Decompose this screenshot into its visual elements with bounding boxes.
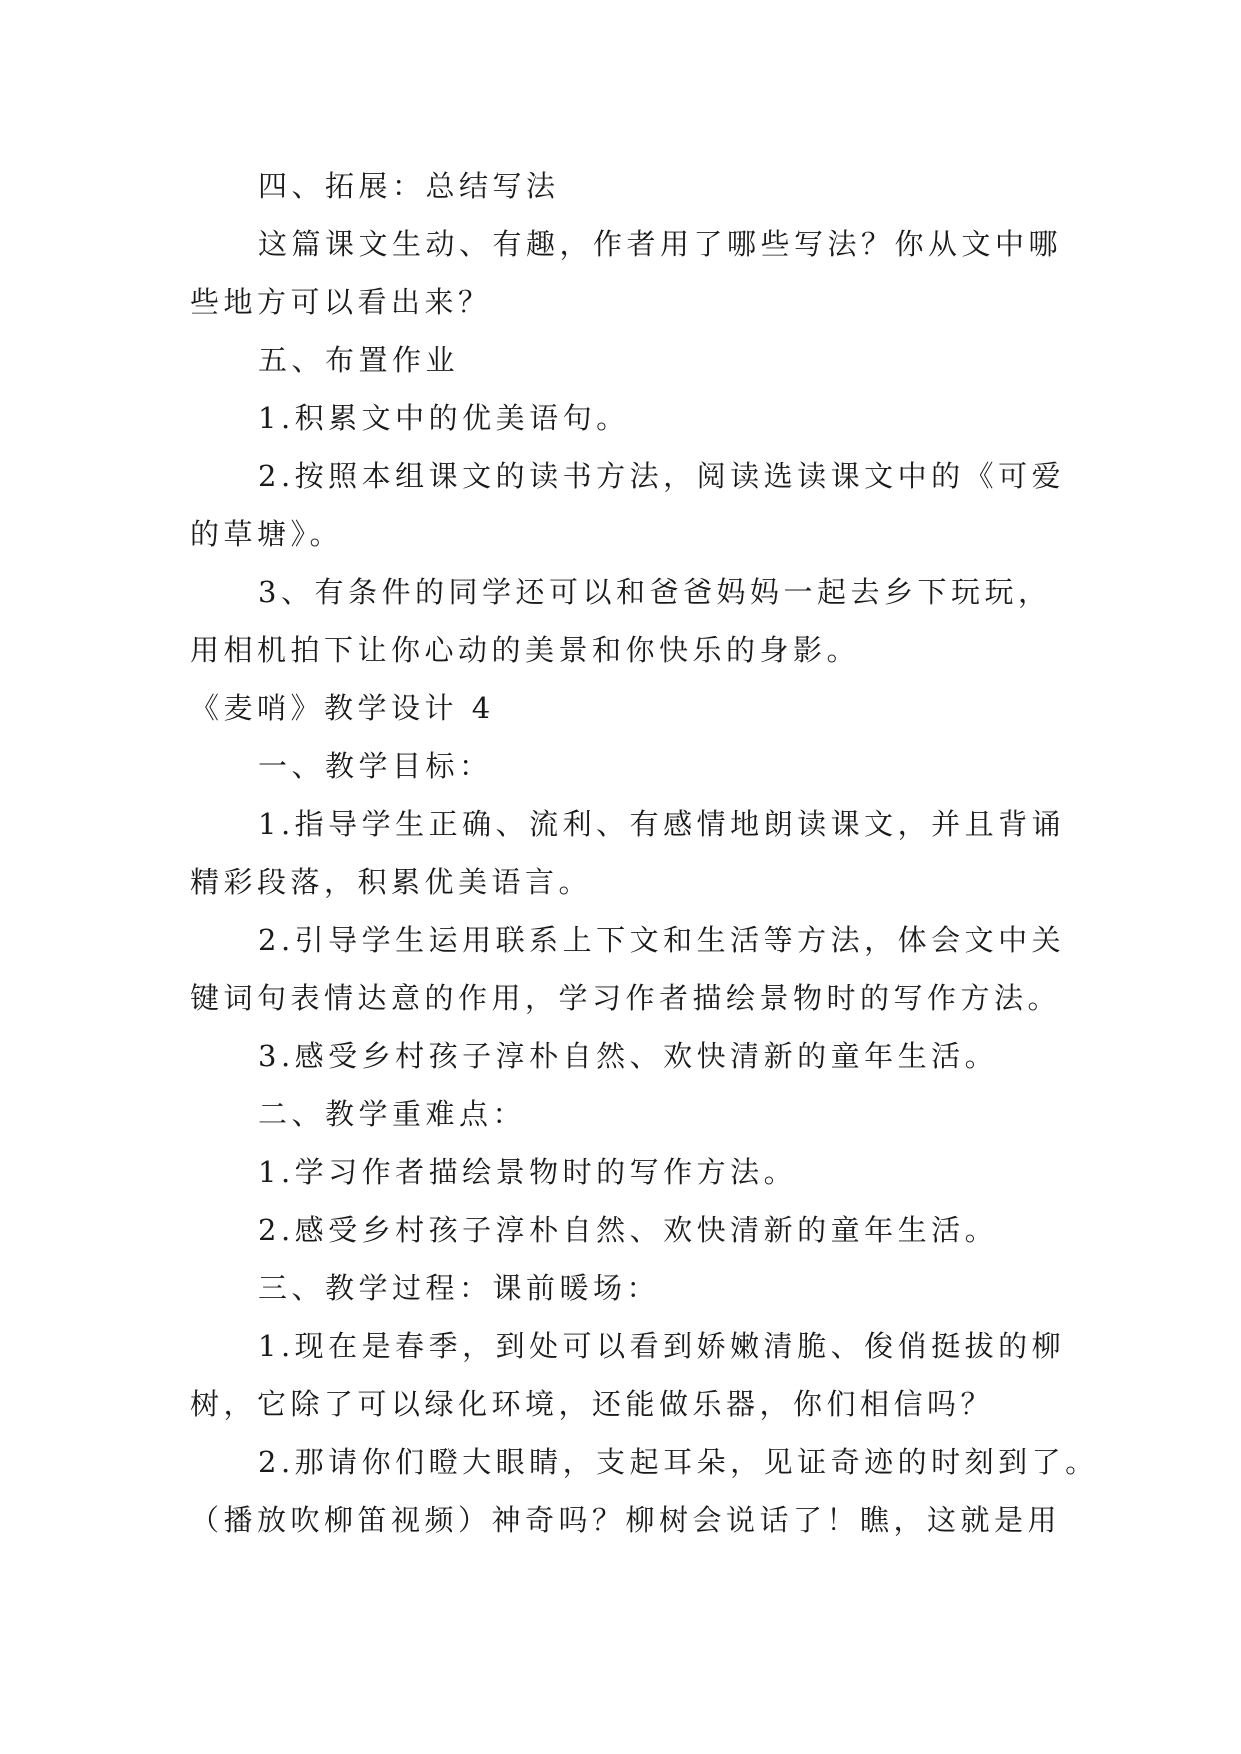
- section-heading-key-points: 二、教学重难点：: [258, 1097, 527, 1131]
- document-title: 《麦哨》教学设计 4: [190, 691, 495, 725]
- list-item: 2.引导学生运用联系上下文和生活等方法，体会文中关: [258, 923, 1066, 957]
- list-item: 1.积累文中的优美语句。: [258, 401, 630, 435]
- list-item: 3.感受乡村孩子淳朴自然、欢快清新的童年生活。: [258, 1039, 999, 1073]
- section-heading-process: 三、教学过程：课前暖场：: [258, 1271, 661, 1305]
- section-heading-homework: 五、布置作业: [258, 343, 460, 377]
- list-item: 1.学习作者描绘景物时的写作方法。: [258, 1155, 798, 1189]
- list-item-continuation: 用相机拍下让你心动的美景和你快乐的身影。: [190, 633, 861, 667]
- section-heading-goals: 一、教学目标：: [258, 749, 493, 783]
- list-item-continuation: 树，它除了可以绿化环境，还能做乐器，你们相信吗？: [190, 1387, 995, 1421]
- paragraph-line: 这篇课文生动、有趣，作者用了哪些写法？你从文中哪: [258, 227, 1063, 261]
- section-heading-extension: 四、拓展：总结写法: [258, 169, 560, 203]
- list-item: 2.那请你们瞪大眼睛，支起耳朵，见证奇迹的时刻到了。: [258, 1445, 1099, 1479]
- list-item: 1.指导学生正确、流利、有感情地朗读课文，并且背诵: [258, 807, 1066, 841]
- paragraph-line: 些地方可以看出来？: [190, 285, 492, 319]
- list-item: 2.感受乡村孩子淳朴自然、欢快清新的童年生活。: [258, 1213, 999, 1247]
- list-item-continuation: 精彩段落，积累优美语言。: [190, 865, 593, 899]
- list-item: 2.按照本组课文的读书方法，阅读选读课文中的《可爱: [258, 459, 1066, 493]
- list-item-continuation: 键词句表情达意的作用，学习作者描绘景物时的写作方法。: [190, 981, 1062, 1015]
- list-item: 3、有条件的同学还可以和爸爸妈妈一起去乡下玩玩，: [258, 575, 1052, 609]
- list-item: 1.现在是春季，到处可以看到娇嫩清脆、俊俏挺拔的柳: [258, 1329, 1066, 1363]
- list-item-continuation: （播放吹柳笛视频）神奇吗？柳树会说话了！瞧，这就是用: [190, 1503, 1062, 1537]
- document-body: [190, 157, 1099, 1549]
- list-item-continuation: 的草塘》。: [190, 517, 344, 551]
